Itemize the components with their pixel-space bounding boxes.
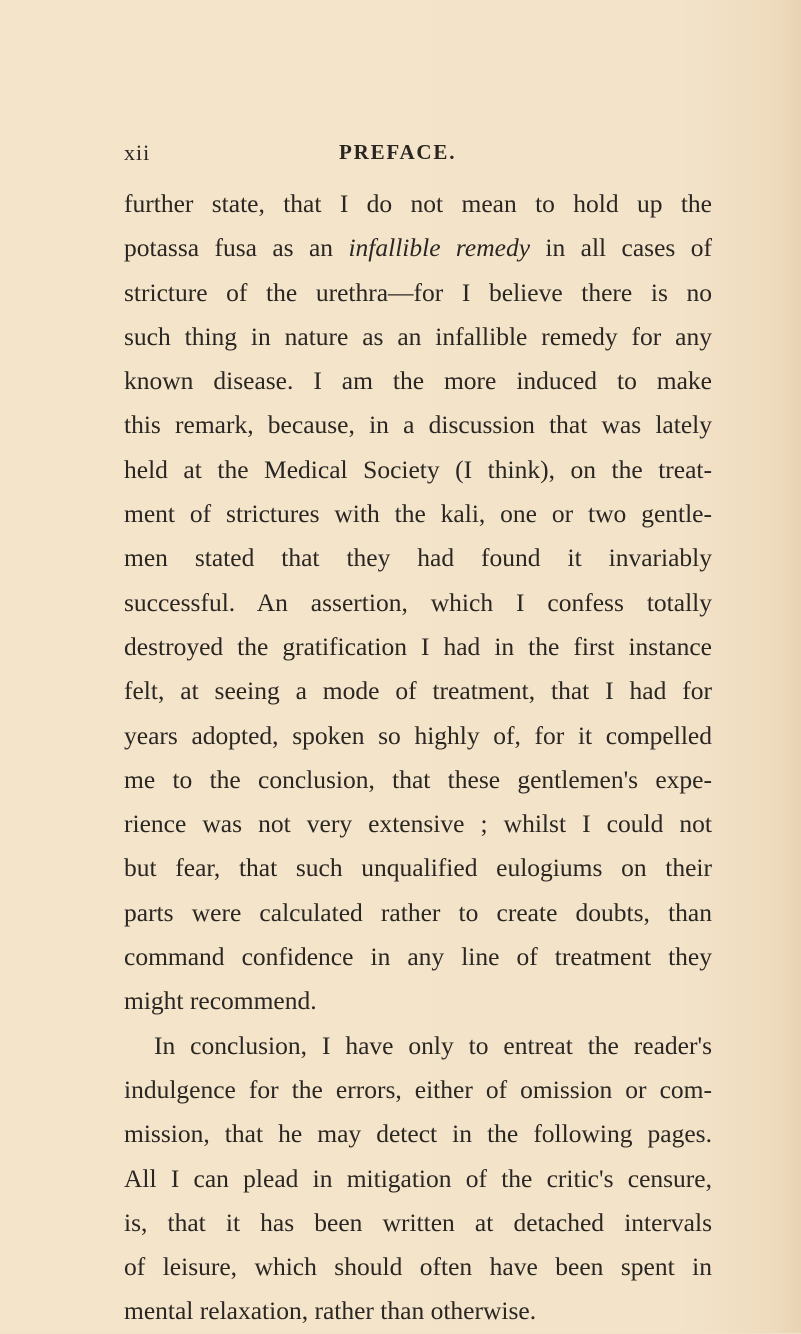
- text-run: potassa fusa as an: [124, 233, 349, 263]
- text-line: felt, at seeing a mode of treatment, that I had for: [124, 676, 712, 706]
- text-line: further state, that I do not mean to hold up the: [124, 189, 712, 218]
- text-line: such thing in nature as an infallible remedy for any: [124, 321, 712, 351]
- text-line: but fear, that such unqualified eulogiums on their: [124, 853, 712, 883]
- text-line: All I can plead in mitigation of the critic's censure,: [124, 1163, 712, 1193]
- text-line: mental relaxation, rather than otherwise.: [124, 1296, 537, 1326]
- body-text: [124, 182, 712, 1334]
- text-line: might recommend.: [124, 986, 317, 1016]
- text-line: successful. An assertion, which I confess totally: [124, 587, 712, 617]
- text-line: In conclusion, I have only to entreat the reader's: [154, 1030, 712, 1060]
- text-run: in all cases of: [530, 233, 712, 263]
- page-number: xii: [124, 140, 151, 165]
- text-line: held at the Medical Society (I think), on the treat-: [124, 454, 712, 484]
- text-line: rience was not very extensive ; whilst I could not: [124, 809, 712, 839]
- text-line: destroyed the gratification I had in the first instance: [124, 631, 712, 661]
- text-line: ment of strictures with the kali, one or two gentle-: [124, 499, 712, 529]
- text-line: indulgence for the errors, either of omission or com-: [124, 1074, 712, 1104]
- text-line: this remark, because, in a discussion that was lately: [124, 410, 712, 440]
- text-line: of leisure, which should often have been spent in: [124, 1252, 712, 1282]
- text-line: mission, that he may detect in the following pages.: [124, 1119, 712, 1149]
- text-line: [124, 226, 712, 270]
- text-line: is, that it has been written at detached intervals: [124, 1207, 712, 1237]
- text-line: parts were calculated rather to create doubts, than: [124, 897, 712, 927]
- text-line: stricture of the urethra—for I believe there is no: [124, 277, 712, 307]
- text-line: me to the conclusion, that these gentlemen's expe-: [124, 764, 712, 794]
- running-head: PREFACE.: [339, 140, 457, 164]
- text-line: command confidence in any line of treatment they: [124, 942, 712, 972]
- page-header: [0, 128, 801, 168]
- text-line: known disease. I am the more induced to make: [124, 366, 712, 396]
- text-line: men stated that they had found it invariably: [124, 543, 712, 573]
- italic-phrase: infallible remedy: [348, 233, 531, 263]
- text-line: years adopted, spoken so highly of, for it compelled: [124, 720, 712, 750]
